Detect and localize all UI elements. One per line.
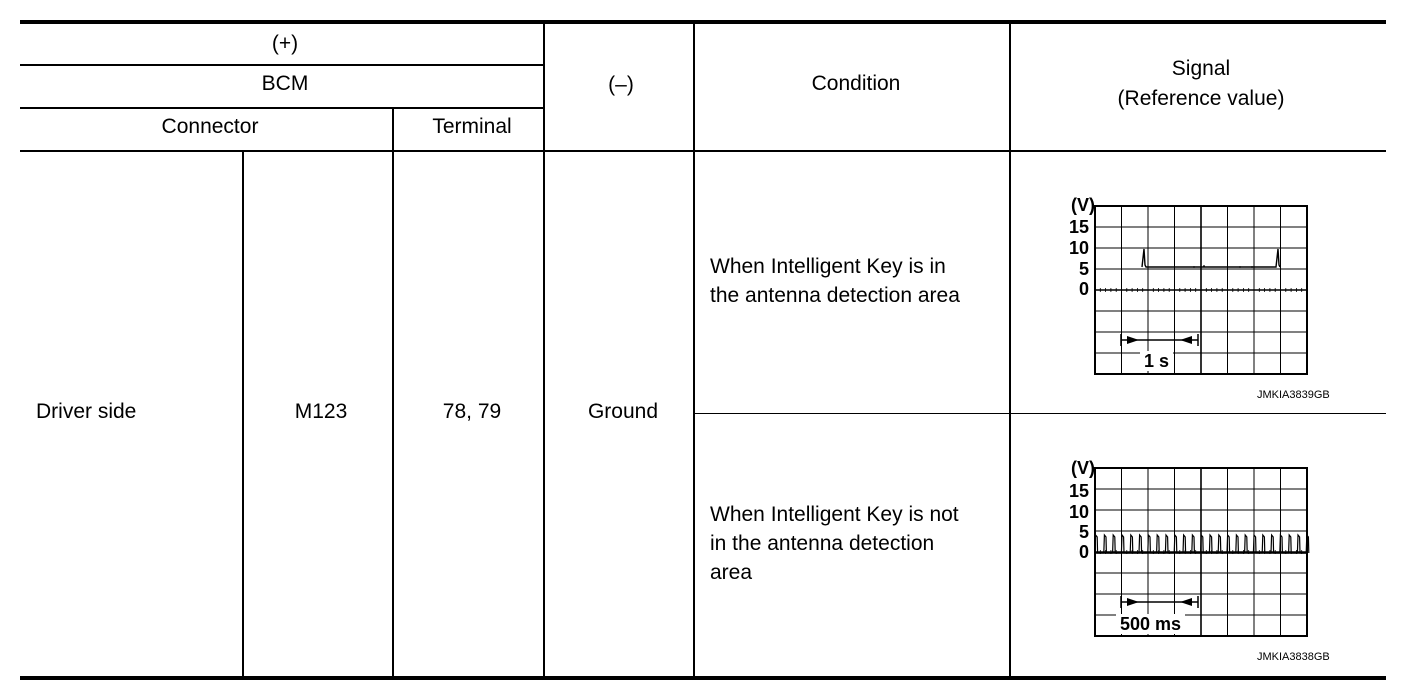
scope-2-ytick-10: 10	[1068, 502, 1089, 522]
header-terminal: Terminal	[432, 115, 512, 138]
condition-2-line-2: in the antenna detection	[710, 532, 935, 555]
minus-cell: Ground	[587, 400, 659, 423]
scope-1-waveform	[1094, 205, 1308, 375]
connector-number-cell: M123	[294, 400, 348, 423]
scope-1-dot	[1203, 265, 1205, 267]
scope-2-waveform	[1094, 467, 1308, 637]
header-bcm: BCM	[261, 72, 309, 95]
scope-2-arrow-left	[1127, 598, 1139, 606]
vrule-condition	[693, 22, 695, 678]
scope-1-ytick-0: 0	[1078, 279, 1089, 299]
scope-1-ref-code: JMKIA3839GB	[1257, 389, 1330, 401]
scope-2-time-label: 500 ms	[1116, 614, 1185, 634]
scope-1-ytick-5: 5	[1078, 259, 1089, 279]
vrule-signal	[1009, 22, 1011, 678]
scope-1-dot	[1239, 266, 1241, 268]
scope-2-arrow-right	[1180, 598, 1192, 606]
table-bottom-border	[20, 676, 1386, 680]
scope-2-ytick-5: 5	[1078, 522, 1089, 542]
terminal-cell: 78, 79	[442, 400, 502, 423]
rule-between-conditions	[694, 413, 1386, 414]
header-condition: Condition	[811, 72, 901, 95]
header-minus: (–)	[608, 73, 634, 96]
condition-2-line-3: area	[710, 561, 753, 584]
rule-under-plus	[20, 64, 544, 66]
scope-2-unit: (V)	[1071, 458, 1095, 478]
condition-1-line-1: When Intelligent Key is in	[710, 255, 946, 278]
vrule-terminal	[392, 107, 394, 678]
condition-2-line-1: When Intelligent Key is not	[710, 503, 959, 526]
scope-2-ytick-0: 0	[1078, 542, 1089, 562]
header-plus: (+)	[271, 32, 299, 55]
vrule-minus	[543, 22, 545, 678]
connector-side-cell: Driver side	[36, 400, 137, 423]
scope-1-time-label: 1 s	[1140, 351, 1173, 371]
scope-1-ytick-10: 10	[1068, 238, 1089, 258]
scope-1-dot	[1193, 266, 1195, 268]
scope-1-trace	[1142, 249, 1280, 267]
scope-1-arrow-right	[1180, 336, 1192, 344]
rule-under-bcm	[20, 107, 544, 109]
scope-2-ytick-15: 15	[1068, 481, 1089, 501]
scope-1-arrow-left	[1127, 336, 1139, 344]
header-bottom-rule	[20, 150, 1386, 152]
vrule-connector-split	[242, 152, 244, 678]
scope-1-ytick-15: 15	[1068, 217, 1089, 237]
scope-2-ref-code: JMKIA3838GB	[1257, 651, 1330, 663]
header-signal-reference: (Reference value)	[1117, 87, 1285, 110]
header-signal: Signal	[1171, 57, 1231, 80]
scope-1-unit: (V)	[1071, 195, 1095, 215]
scope-1-dot	[1251, 266, 1253, 268]
condition-1-line-2: the antenna detection area	[710, 284, 960, 307]
table-top-border	[20, 20, 1386, 24]
header-connector: Connector	[161, 115, 259, 138]
